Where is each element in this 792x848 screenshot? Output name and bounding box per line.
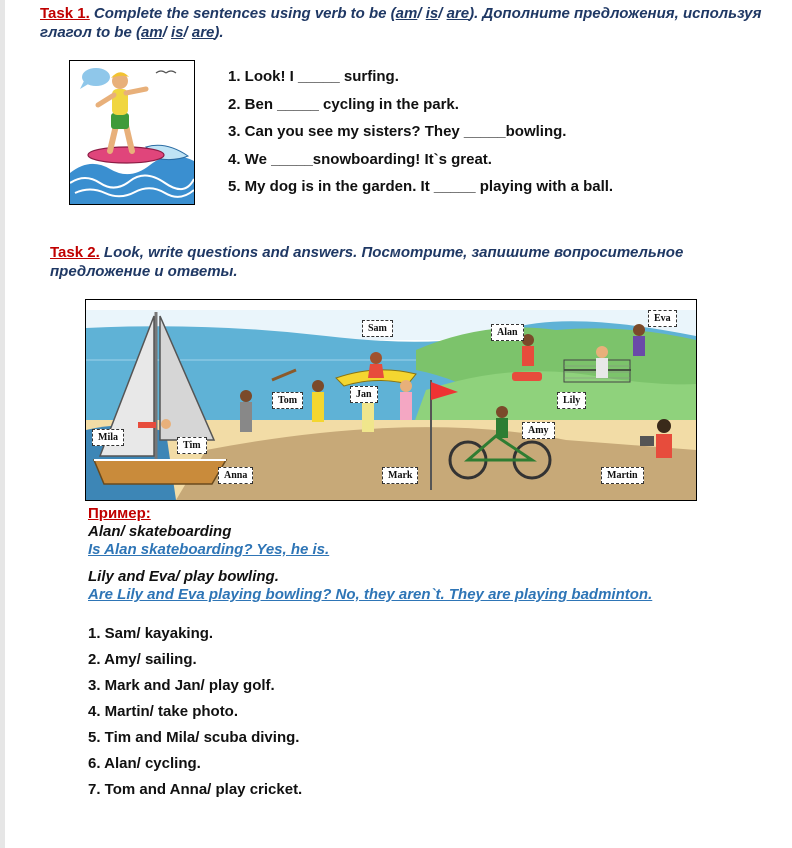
task1-sentences (228, 67, 613, 205)
example-block (88, 505, 652, 604)
task1-text-b: ). Дополните предложения, используя глагол to be ( (40, 5, 762, 41)
name-tag-mila: Mila (92, 429, 124, 446)
question-item: 4. Martin/ take photo. (88, 703, 239, 720)
name-tag-eva: Eva (648, 310, 677, 327)
name-tag-amy: Amy (522, 422, 555, 439)
example-prompt-1: Alan/ skateboarding (88, 523, 232, 540)
page-edge (0, 0, 5, 848)
task1-is: is (425, 5, 439, 22)
task2-label: Task 2. (50, 244, 100, 261)
task1-am: am (140, 24, 163, 41)
name-tag-jan: Jan (350, 386, 378, 403)
name-tag-martin: Martin (601, 467, 644, 484)
task2-text: Look, write questions and answers. Посмотрите, запишите вопросительное предложение и ответы. (50, 244, 684, 280)
name-tag-mark: Mark (382, 467, 418, 484)
surfer-illustration (69, 60, 195, 205)
task1-sep: / (417, 5, 426, 22)
task1-am: am (395, 5, 418, 22)
task1-are: are (191, 24, 215, 41)
example-prompt-2: Lily and Eva/ play bowling. (88, 568, 279, 585)
task1-sep: / (162, 24, 171, 41)
sentence-item: 2. Ben _____ cycling in the park. (228, 95, 459, 113)
question-item: 2. Amy/ sailing. (88, 651, 197, 668)
task1-is: is (171, 24, 184, 41)
name-tag-alan: Alan (491, 324, 524, 341)
task1-heading (40, 4, 780, 42)
sentence-item: 3. Can you see my sisters? They _____bowling. (228, 123, 567, 140)
task1-sep: / (438, 5, 447, 22)
question-item: 3. Mark and Jan/ play golf. (88, 677, 275, 694)
name-tag-tom: Tom (272, 392, 303, 409)
name-tag-tim: Tim (177, 437, 207, 454)
name-tag-sam: Sam (362, 320, 393, 337)
sentence-item: 5. My dog is in the garden. It _____ playing with a ball. (228, 178, 614, 195)
task1-are: are (446, 5, 470, 22)
name-tag-anna: Anna (218, 467, 253, 484)
example-answer-1: Is Alan skateboarding? Yes, he is. (88, 541, 330, 558)
sentence-item: 4. We _____snowboarding! It`s great. (228, 150, 492, 168)
name-tag-lily: Lily (557, 392, 586, 409)
question-item: 7. Tom and Anna/ play cricket. (88, 781, 303, 798)
task2-questions (88, 624, 302, 806)
task1-text-c: ). (214, 24, 224, 41)
beach-scene-illustration (85, 299, 697, 501)
question-item: 6. Alan/ cycling. (88, 755, 201, 772)
task1-text-a: Complete the sentences using verb to be ( (89, 5, 396, 22)
task1-label: Task 1. (40, 5, 90, 22)
question-item: 5. Tim and Mila/ scuba diving. (88, 729, 300, 746)
example-answer-2: Are Lily and Eva playing bowling? No, they aren`t. They are playing badminton. (88, 586, 653, 603)
sentence-item: 1. Look! I _____ surfing. (228, 68, 399, 85)
example-label: Пример: (88, 505, 151, 522)
task2-heading (50, 243, 770, 281)
question-item: 1. Sam/ kayaking. (88, 625, 214, 642)
task1-sep: / (183, 24, 192, 41)
